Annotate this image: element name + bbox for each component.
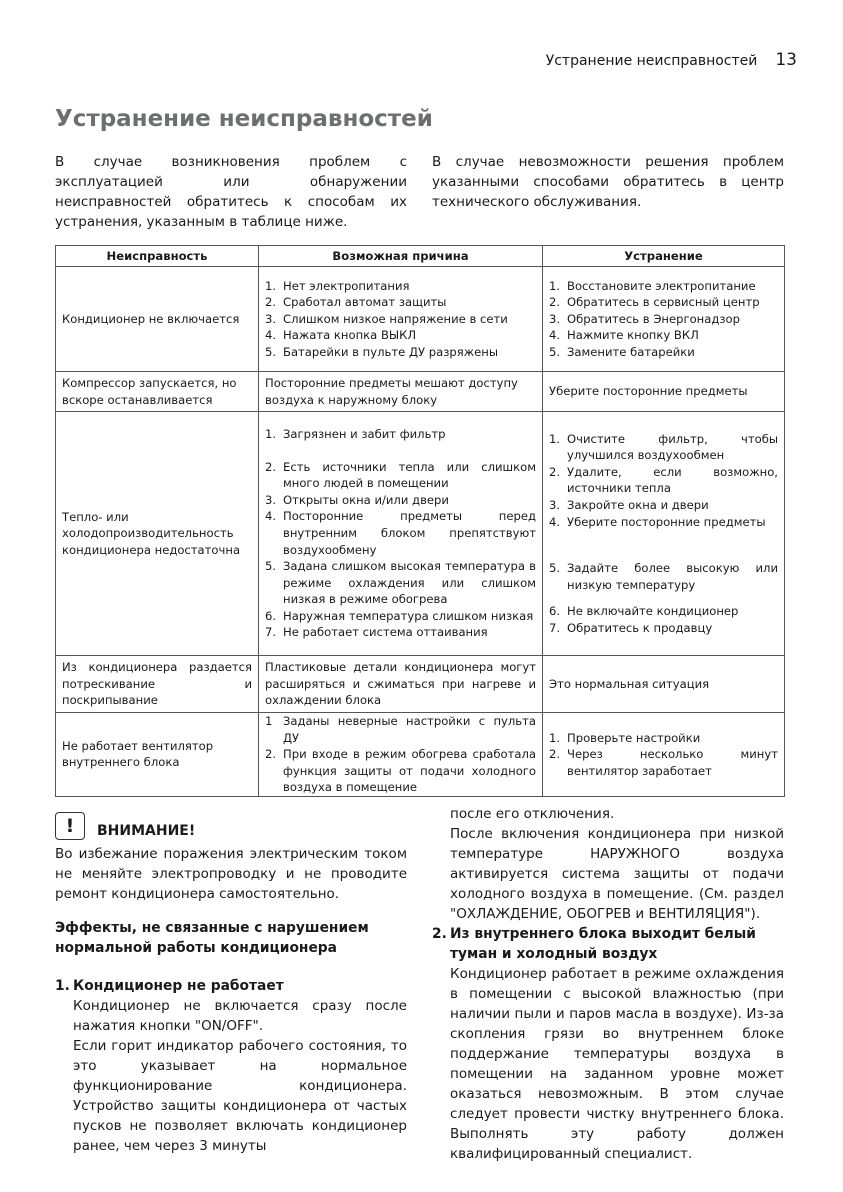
list-item: 4. Уберите посторонние предметы bbox=[549, 514, 766, 529]
cause-cell: Пластиковые детали кондиционера могут расширяться и сжиматься при нагреве и охлаждении блока bbox=[259, 656, 543, 713]
list-item: 3. Открыты окна и/или двери bbox=[265, 492, 449, 507]
list-item: 1. Нет электропитания bbox=[265, 278, 410, 293]
list-item: 1. Проверьте настройки bbox=[549, 730, 701, 745]
list-item: 5. Замените батарейки bbox=[549, 344, 695, 359]
right-column bbox=[432, 804, 784, 1164]
list-item: 7. Обратитесь к продавцу bbox=[549, 620, 713, 635]
item-2-title-text: Из внутреннего блока выходит белый туман и холодный воздух bbox=[450, 926, 756, 962]
cause-cell: Посторонние предметы мешают доступу воздуха к наружному блоку bbox=[259, 372, 543, 412]
item-1-paragraph-1: Кондиционер не включается сразу после нажатия кнопки "ON/OFF". bbox=[73, 998, 407, 1034]
list-item: 5. Батарейки в пульте ДУ разряжены bbox=[265, 344, 499, 359]
cause-cell bbox=[259, 713, 543, 797]
problem-cell: Из кондиционера раздается потрескивание и поскрипывание bbox=[56, 656, 259, 713]
cause-cell bbox=[259, 412, 543, 656]
cause-list bbox=[265, 713, 536, 796]
item-1-title bbox=[55, 976, 407, 996]
header-problem: Неисправность bbox=[56, 246, 259, 267]
section-heading: Устранение неисправностей bbox=[55, 106, 433, 132]
list-item: 1 Заданы неверные настройки с пульта ДУ bbox=[265, 714, 536, 745]
list-item: 4. Посторонние предметы перед внутренним блоком препятствуют воздухообмену bbox=[265, 509, 536, 557]
item-1-paragraph-2-continued: после его отключения. bbox=[450, 806, 615, 822]
warning-title: ВНИМАНИЕ! bbox=[97, 823, 196, 839]
intro-left: В случае возникновения проблем с эксплуатацией или обнаружении неисправностей обратитесь к способам их устранения, указанным в таблице ниже. bbox=[55, 154, 407, 230]
item-1-paragraph-3: После включения кондиционера при низкой температуре НАРУЖНОГО воздуха активируется система защиты от подачи холодного воздуха в помещение. (См. раздел "ОХЛАЖДЕНИЕ, ОБОГРЕВ и ВЕНТИЛЯЦИЯ"). bbox=[450, 826, 784, 922]
item-2-title bbox=[432, 924, 784, 964]
fix-cell bbox=[543, 412, 785, 656]
list-item: 5. Задана слишком высокая температура в режиме охлаждения или слишком низкая в режиме обогрева bbox=[265, 559, 536, 607]
list-item: 5. Задайте более высокую или низкую температуру bbox=[549, 561, 778, 592]
table-header-row bbox=[56, 246, 785, 267]
warning-text: Во избежание поражения электрическим током не меняйте электропроводку и не проводите ремонт кондиционера самостоятельно. bbox=[55, 846, 407, 902]
cause-cell bbox=[259, 267, 543, 372]
list-item: 2. При входе в режим обогрева сработала функция защиты от подачи холодного воздуха в помещение bbox=[265, 747, 536, 795]
list-item: 6. Не включайте кондиционер bbox=[549, 604, 739, 619]
list-item: 3. Закройте окна и двери bbox=[549, 497, 709, 512]
table-row bbox=[56, 267, 785, 372]
fix-cell bbox=[543, 267, 785, 372]
fix-cell bbox=[543, 713, 785, 797]
intro-right: В случае невозможности решения проблем указанными способами обратитесь в центр технического обслуживания. bbox=[432, 154, 784, 210]
list-item: 1. Загрязнен и забит фильтр bbox=[265, 426, 446, 441]
list-item: 3. Обратитесь в Энергонадзор bbox=[549, 311, 740, 326]
running-title: Устранение неисправностей bbox=[545, 53, 758, 69]
problem-cell: Тепло- или холодопроизводительность кондиционера недостаточна bbox=[56, 412, 259, 656]
left-column bbox=[55, 918, 407, 1156]
running-header bbox=[546, 50, 797, 70]
list-item: 2. Через несколько минут вентилятор заработает bbox=[549, 747, 778, 778]
warning-icon: ! bbox=[55, 812, 85, 840]
fix-cell: Это нормальная ситуация bbox=[543, 656, 785, 713]
fix-list bbox=[549, 278, 778, 361]
troubleshooting-table bbox=[55, 245, 785, 797]
list-item: 2. Обратитесь в сервисный центр bbox=[549, 295, 760, 310]
table-row bbox=[56, 412, 785, 656]
list-item: 1. Очистите фильтр, чтобы улучшился воздухообмен bbox=[549, 431, 778, 463]
table-row bbox=[56, 656, 785, 713]
item-2-paragraph-1: Кондиционер работает в режиме охлаждения в помещении с высокой влажностью (при наличии пыли и паров масла в воздухе). Из-за скопления грязи во внутреннем блоке поддержание температуры воздуха в помещении на заданном уровне может оказаться невозможным. В этом случае следует провести чистку внутреннего блока. Выполнять эту работу должен квалифицированный специалист. bbox=[450, 966, 784, 1162]
list-item: 6. Наружная температура слишком низкая bbox=[265, 608, 534, 623]
list-item: 2. Есть источники тепла или слишком много людей в помещении bbox=[265, 459, 536, 491]
problem-cell: Не работает вентилятор внутреннего блока bbox=[56, 713, 259, 797]
header-fix: Устранение bbox=[543, 246, 785, 267]
page-number: 13 bbox=[775, 50, 797, 70]
problem-cell: Компрессор запускается, но вскоре останавливается bbox=[56, 372, 259, 412]
list-item: 3. Слишком низкое напряжение в сети bbox=[265, 311, 508, 326]
problem-cell: Кондиционер не включается bbox=[56, 267, 259, 372]
item-1-title-text: Кондиционер не работает bbox=[73, 978, 284, 994]
list-item: 4. Нажата кнопка ВЫКЛ bbox=[265, 328, 417, 343]
list-item: 1. Восстановите электропитание bbox=[549, 278, 756, 293]
list-item: 2. Сработал автомат защиты bbox=[265, 295, 447, 310]
list-item: 4. Нажмите кнопку ВКЛ bbox=[549, 328, 699, 343]
item-1-number: 1. bbox=[55, 978, 70, 994]
warning-header bbox=[55, 806, 407, 840]
cause-list bbox=[265, 426, 536, 641]
cause-list bbox=[265, 278, 536, 361]
effects-title: Эффекты, не связанные с нарушением нормальной работы кондиционера bbox=[55, 920, 369, 956]
warning-block bbox=[55, 806, 407, 904]
table-row bbox=[56, 372, 785, 412]
list-item: 2. Удалите, если возможно, источники тепла bbox=[549, 464, 778, 496]
item-2-number: 2. bbox=[432, 926, 447, 942]
fix-list bbox=[549, 431, 778, 637]
table-row bbox=[56, 713, 785, 797]
fix-list bbox=[549, 730, 778, 780]
fix-cell: Уберите посторонние предметы bbox=[543, 372, 785, 412]
header-cause: Возможная причина bbox=[259, 246, 543, 267]
list-item: 7. Не работает система оттаивания bbox=[265, 625, 488, 640]
item-1-paragraph-2: Если горит индикатор рабочего состояния, то это указывает на нормальное функционирование кондиционера. Устройство защиты кондиционера от частых пусков не позволяет включать кондиционер ранее, чем через 3 минуты bbox=[73, 1038, 407, 1154]
